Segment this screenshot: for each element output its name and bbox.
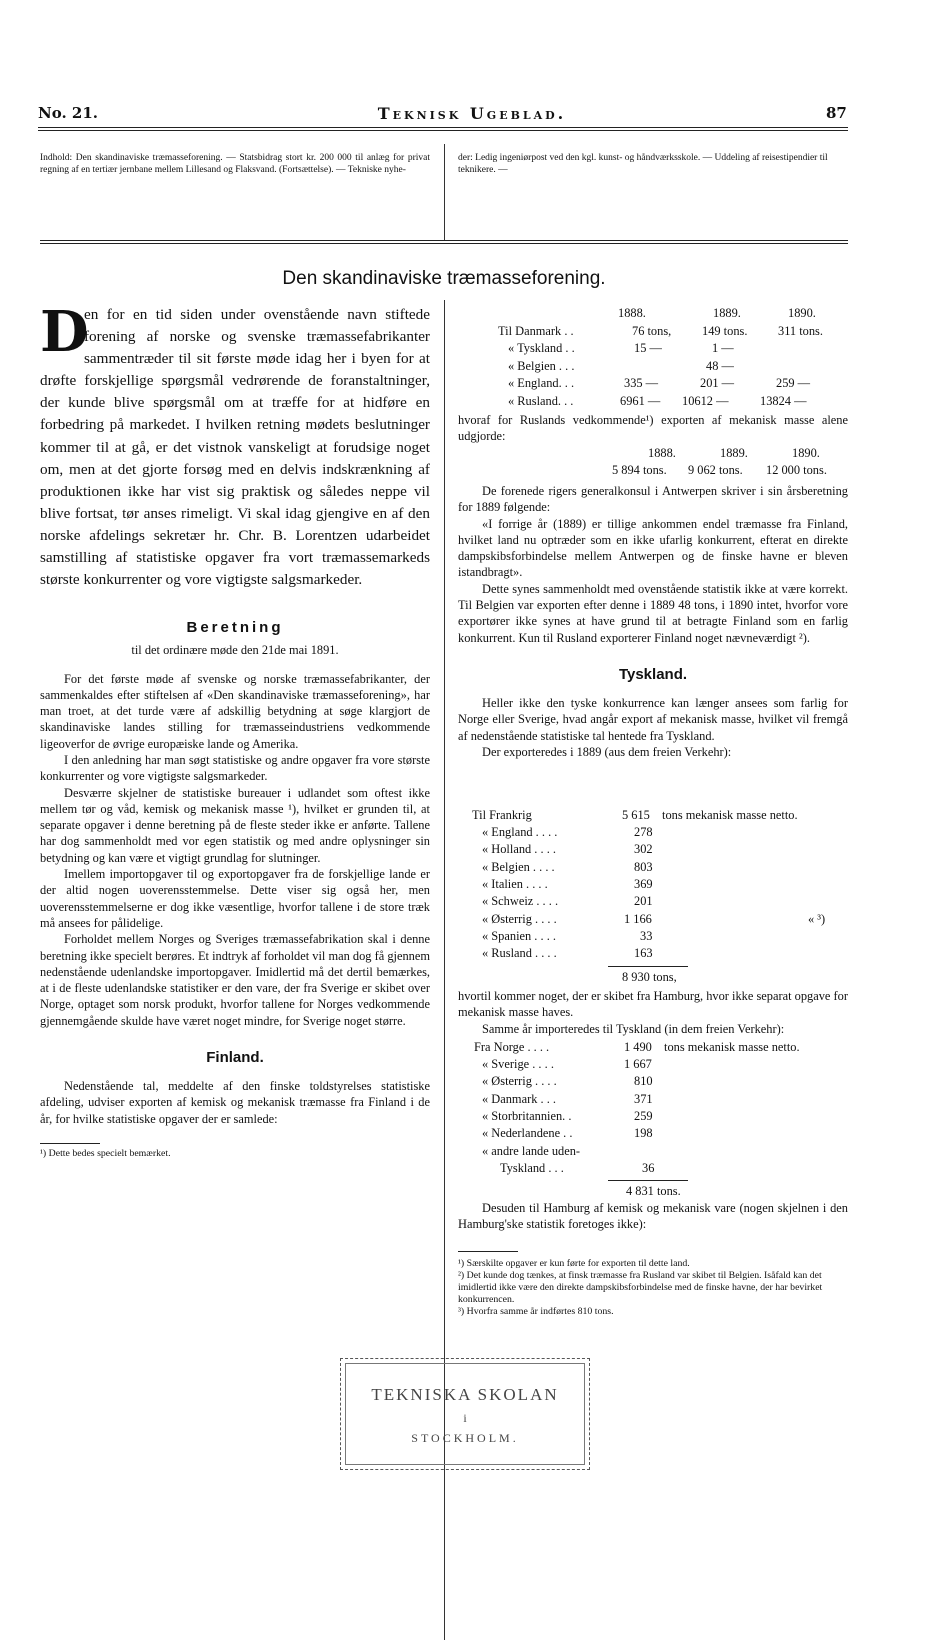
import-row-value: 1 667: [624, 1057, 652, 1071]
import-row-label: Fra Norge . . . .: [474, 1040, 550, 1054]
finland-paragraph: Dette synes sammenholdt med ovenstående statistik ikke at være korrekt. Til Belgien var exporten efter denne i 1889 48 tons, i 1890 intet, hvorfor vore exportører ikke synes at have grund til at betragte Finland som en farlig konkurrent. Kun til Rusland exporterer Finland noget nævneværdigt ²).: [458, 581, 848, 645]
import-row-value: 371: [634, 1092, 653, 1106]
contents-right: der: Ledig ingeniørpost ved den kgl. kunst- og håndværksskole. — Uddeling af reisestipendier til teknikere. —: [458, 153, 828, 175]
footnote-left: ¹) Dette bedes specielt bemærket.: [40, 1147, 171, 1159]
stamp-line1: TEKNISKA SKOLAN: [371, 1385, 559, 1404]
footnote: ²) Det kunde dog tænkes, at finsk træmasse fra Rusland var skibet til Belgien. Isåfald kan det imidlertid ikke være den direkte dampskibsforbindelse med de finske havne, der har bevirket konkurrencen.: [458, 1269, 823, 1305]
import-intro: Samme år importeredes til Tyskland (in dem freien Verkehr):: [482, 1021, 785, 1036]
year-1888: 1888.: [618, 306, 646, 320]
export-row-label: « Schweiz . . . .: [482, 894, 559, 908]
import-total: 4 831 tons.: [626, 1184, 681, 1198]
export-total: 8 930 tons,: [622, 970, 677, 984]
finland-table: [458, 306, 848, 486]
table-cell: 10612 —: [682, 394, 729, 408]
contents-divider: [444, 144, 445, 240]
export-row-label: « Italien . . . .: [482, 877, 548, 891]
page-number: 87: [826, 104, 847, 122]
import-row-label: « Storbritannien. .: [482, 1109, 572, 1123]
beretning-paragraph: I den anledning har man søgt statistiske og andre opgaver fra vore største konkurrenter og vore vigtigste salgsmarkeder.: [40, 753, 430, 784]
export-row-value: 369: [634, 877, 653, 891]
table-row-label: « England. . .: [508, 376, 575, 390]
export-row-value: 33: [640, 929, 653, 943]
contents-left: Indhold: Den skandinaviske træmasseforening. — Statsbidrag stort kr. 200 000 til anlæg for privat regning af en tertiær jernbane mellem Lillesand og Flaksvand. (Fortsættelse). — Tekniske nyhe-: [40, 153, 430, 175]
intro-text: en for en tid siden under ovenstående navn stiftede forening af norske og svenske træmassefabrikanter sammentræder til sit første møde idag her i byen for at drøfte forskjellige spørgsmål vedrørende de foranstaltninger, der kunde blive spørgsmål om at træffe for at hidføre en forbedring på markedet. I hvilken retning mødets beslutninger kommer til at gå, er det vistnok vanskeligt at forudsige noget om, men at det gjorte forsøg med en delvis indskrænkning af produktionen ikke har vist sig praktisk og således neppe vil blive fortsat, tør anses rimeligt. Vi skal idag gjengive en af den norske afdelings sekretær hr. Chr. B. Lorentzen udarbeidet samstilling af statistiske opgaver fra vort træmassemarkeds største konkurrenter og vore vigtigste salgsmarkeder.: [40, 306, 430, 589]
beretning-subheading: til det ordinære møde den 21de mai 1891.: [131, 643, 339, 658]
beretning-paragraph: For det første møde af svenske og norske træmassefabrikanter, der sammenkaldes efter stiftelsen af «Den skandinaviske træmasseforening», har man troet, at det turde være af adskillig betydning at søge klargjort de skandinaviske landes stilling for træmasseindustriens vedkommende ligeoverfor de øvrige europæiske lande og Amerika.: [40, 671, 430, 751]
mek-value: 5 894 tons.: [612, 463, 667, 477]
import-row-label: « Danmark . . .: [482, 1092, 556, 1106]
finland-more: [458, 483, 848, 760]
table-cell: 76 tons,: [632, 324, 672, 338]
hamburg-text: hvortil kommer noget, der er skibet fra Hamburg, hvor ikke separat opgave for mekanisk masse haves.: [458, 989, 848, 1020]
library-stamp: [340, 1358, 590, 1470]
export-table: [458, 808, 848, 988]
table-row-label: « Tyskland . .: [508, 341, 575, 355]
stamp-line3: STOCKHOLM.: [411, 1431, 519, 1445]
export-row-value: 803: [634, 860, 653, 874]
year-1889: 1889.: [713, 306, 741, 320]
footnote: ¹) Særskilte opgaver er kun førte for exporten til dette land.: [458, 1257, 690, 1269]
beretning-paragraph: Imellem importopgaver til og exportopgaver fra de forskjellige lande er der altid nogen uoverensstemmelse. Dette viser sig også her, men uoverensstemmelserne er dog ikke væsentlige, hvorfor tallene i de store træk må ansees for pålidelige.: [40, 867, 430, 930]
total-rule: [608, 966, 688, 967]
intro-paragraph: [40, 299, 430, 591]
export-row-mark: « ³): [808, 912, 826, 926]
finland-paragraph: De forenede rigers generalkonsul i Antwerpen skriver i sin årsberetning for 1889 følgende:: [458, 484, 848, 515]
export-row-value: 201: [634, 894, 653, 908]
total-rule: [608, 1180, 688, 1181]
import-table: [458, 1040, 848, 1205]
issue-number: No. 21.: [38, 104, 98, 122]
finland-table-note: hvoraf for Ruslands vedkommende¹) exporten af mekanisk masse alene udgjorde:: [458, 413, 848, 444]
export-row-label: « Spanien . . . .: [482, 929, 556, 943]
table-cell: 149 tons.: [702, 324, 748, 338]
table-cell: 6961 —: [620, 394, 661, 408]
table-cell: 1 —: [712, 341, 734, 355]
hamburg-block: [458, 988, 848, 1037]
mek-year: 1888.: [648, 446, 676, 460]
import-row-label: Tyskland . . .: [500, 1161, 564, 1175]
import-row-value: 810: [634, 1074, 653, 1088]
beretning-paragraph: Forholdet mellem Norges og Sveriges træmassefabrikation skal i denne beretning ikke specielt berøres. Et indtryk af forholdet vil man dog få gjennem nedenstående udenlandske importopgaver. Imidlertid må det dertil bemærkes, at i de fleste udenlandske statistiker er den vare, der fra Sverige er skibet over Norge, optaget som norsk produkt, hvorfor tallene for Norges vedkommende gjennemgående skulde have været noget mindre, for Sverige noget større.: [40, 932, 430, 1028]
import-row-value: 1 490: [624, 1040, 652, 1054]
export-row-value: 302: [634, 842, 653, 856]
import-row-label: « Nederlandene . .: [482, 1126, 573, 1140]
footnote-rule: [40, 1143, 100, 1144]
export-row-label: « Belgien . . . .: [482, 860, 555, 874]
table-row-label: Til Danmark . .: [498, 324, 574, 338]
table-cell: 201 —: [700, 376, 735, 390]
footnote: ³) Hvorfra samme år indførtes 810 tons.: [458, 1305, 614, 1317]
table-cell: 259 —: [776, 376, 811, 390]
tyskland-text: Heller ikke den tyske konkurrence kan længer ansees som farlig for Norge eller Sverige, hvad angår export af mekanisk masse, hvilket vil fremgå af nedenstående statistiske tal hentede fra Tyskland.: [458, 695, 848, 743]
mek-year: 1890.: [792, 446, 820, 460]
export-row-value: 278: [634, 825, 653, 839]
table-cell: 15 —: [634, 341, 662, 355]
table-cell: 311 tons.: [778, 324, 823, 338]
export-row-label: Til Frankrig: [472, 808, 532, 822]
closing-text: Desuden til Hamburg af kemisk og mekanisk vare (nogen skjelnen i den Hamburg'ske statistik foretoges ikke):: [458, 1201, 848, 1232]
beretning-body: [40, 671, 430, 1030]
header-rule-2: [38, 130, 848, 131]
table-row-label: « Belgien . . .: [508, 359, 575, 373]
closing-block: [458, 1200, 848, 1318]
export-row-label: « Holland . . . .: [482, 842, 556, 856]
export-row-value: 5 615: [622, 808, 650, 822]
export-intro: Der exporteredes i 1889 (aus dem freien Verkehr):: [482, 744, 732, 759]
import-row-value: 198: [634, 1126, 653, 1140]
import-row-value: 36: [642, 1161, 655, 1175]
export-row-value: 163: [634, 946, 653, 960]
beretning-paragraph: Desværre skjelner de statistiske bureauer i udlandet som oftest ikke mellem tør og våd, kemisk og mekanisk masse ¹), hvilket er grunden til, at separate opgaver i denne beretning på de fleste steder ikke er anførte. Tallene har dog sammenholdt med vor egen statistik og med andre oplysninger sin betydning og kan være et vigtigt grundlag for slutninger.: [40, 785, 430, 865]
import-row-label: « Sverige . . . .: [482, 1057, 554, 1071]
export-row-label: « Rusland . . . .: [482, 946, 557, 960]
footnote-rule: [458, 1251, 518, 1252]
table-cell: 48 —: [706, 359, 734, 373]
export-row-tail: tons mekanisk masse netto.: [662, 808, 798, 822]
header-rule: [38, 127, 848, 128]
drop-cap: D: [40, 299, 89, 365]
import-row-label: « Østerrig . . . .: [482, 1074, 557, 1088]
finland-heading: Finland.: [206, 1049, 264, 1067]
export-row-label: « England . . . .: [482, 825, 558, 839]
left-column: [40, 299, 430, 1160]
tyskland-heading: Tyskland.: [618, 665, 688, 683]
import-row-value: 259: [634, 1109, 653, 1123]
mek-year: 1889.: [720, 446, 748, 460]
finland-text: Nedenstående tal, meddelte af den finske toldstyrelses statistiske afdeling, udviser exporten af kemisk og mekanisk træmasse fra Finland i de år, for hvilke statistiske opgaver der er samlede:: [40, 1079, 430, 1126]
import-row-tail: tons mekanisk masse netto.: [664, 1040, 800, 1054]
export-row-label: « Østerrig . . . .: [482, 912, 557, 926]
table-cell: 13824 —: [760, 394, 807, 408]
year-1890: 1890.: [788, 306, 816, 320]
stamp-line2: i: [463, 1411, 467, 1425]
finland-paragraph: «I forrige år (1889) er tillige ankommen endel træmasse fra Finland, hvilket land nu optræder som en ikke ufarlig konkurrent, efterat en direkte dampskibsforbindelse mellem Antwerpen og de finske havne er bleven istandbragt».: [458, 516, 848, 580]
contents-rule-2: [40, 243, 848, 244]
mek-value: 12 000 tons.: [766, 463, 827, 477]
export-row-value: 1 166: [624, 912, 652, 926]
beretning-heading: Beretning: [186, 619, 284, 637]
table-cell: 335 —: [624, 376, 659, 390]
import-row-label: « andre lande uden-: [482, 1144, 581, 1158]
table-row-label: « Rusland. . .: [508, 394, 574, 408]
article-title: Den skandinaviske træmasseforening.: [282, 268, 606, 289]
journal-title: Teknisk Ugeblad.: [377, 104, 567, 123]
mek-value: 9 062 tons.: [688, 463, 743, 477]
contents-rule: [40, 240, 848, 241]
